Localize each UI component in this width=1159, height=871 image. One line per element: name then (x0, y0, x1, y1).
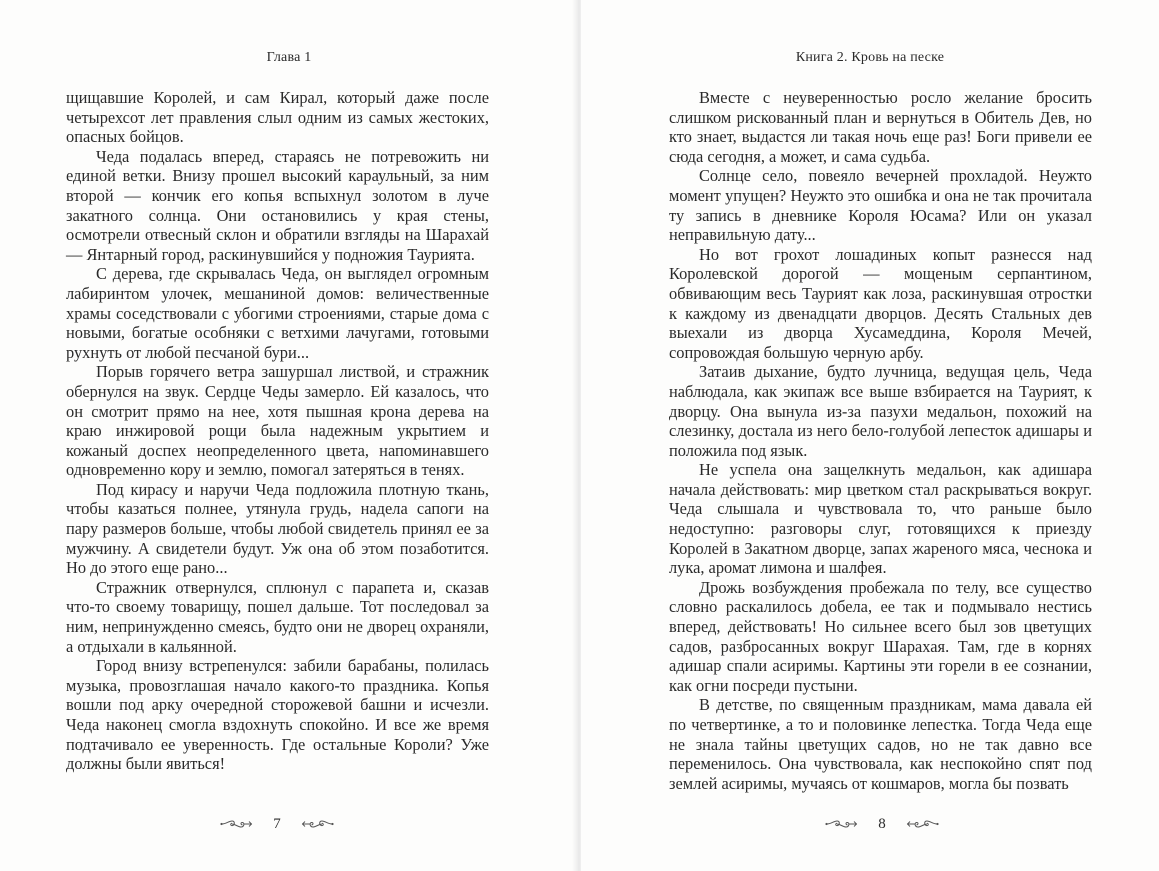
running-head-left: Глава 1 (266, 50, 312, 65)
paragraph: Стражник отвернулся, сплюнул с парапета и, сказав что-то своему товарищу, пошел дальше. Тот последовал за ним, непринужденно смеясь, будто они не дворец охраняли, а отдыхали в кальянной. (66, 577, 489, 656)
page-number-left: 7 (273, 815, 281, 832)
page-number-right: 8 (878, 815, 886, 832)
folio-right (593, 812, 1159, 836)
left-page (0, 0, 578, 871)
paragraph: С дерева, где скрывалась Чеда, он выглядел огромным лабиринтом улочек, мешаниной домов: величественные храмы соседствовали с убогими строениями, старые дома с новыми, богатые особняки с ветхими лачугами, готовыми рухнуть от любой песчаной бури... (66, 264, 489, 362)
flourish-right-icon (905, 817, 939, 831)
folio-left (0, 812, 566, 836)
paragraph: Под кирасу и наручи Чеда подложила плотную ткань, чтобы казаться полнее, утянула грудь, надела сапоги на пару размеров больше, чтобы любой свидетель принял ее за мужчину. А свидетели будут. Уж она об этом позаботится. Но до этого еще рано... (66, 479, 489, 578)
flourish-left-icon (220, 817, 254, 831)
body-text-left (66, 88, 489, 774)
paragraph: Город внизу встрепенулся: забили барабаны, полилась музыка, провозглашая начало какого-то праздника. Копья вошли под арку очередной сторожевой башни и исчезли. Чеда наконец смогла вздохнуть спокойно. И все же время подтачивало ее уверенность. Где остальные Короли? Уже должны были явиться! (66, 656, 489, 774)
body-text-right (669, 88, 1092, 793)
right-page (581, 0, 1159, 871)
paragraph: Порыв горячего ветра зашуршал листвой, и стражник обернулся на звук. Сердце Чеды замерло. Ей казалось, что он смотрит прямо на нее, хотя пышная крона дерева на краю инжировой рощи была надежным укрытием и кожаный доспех неопределенного цвета, напоминавшего одновременно кору и землю, помогал затеряться в тенях. (66, 362, 489, 480)
paragraph: Не успела она защелкнуть медальон, как адишара начала действовать: мир цветком стал раскрываться вокруг. Чеда слышала и чувствовала то, что раньше было недоступно: разговоры слуг, готовящихся к приезду Королей в Закатном дворце, запах жареного мяса, чеснока и лука, аромат лимона и шалфея. (669, 460, 1092, 578)
paragraph: Но вот грохот лошадиных копыт разнесся над Королевской дорогой — мощеным серпантином, обвивающим весь Таурият как лоза, раскинувшая отростки к каждому из двенадцати дворцов. Десять Стальных дев выехали из дворца Хусамеддина, Короля Мечей, сопровождая большую черную арбу. (669, 244, 1092, 362)
paragraph: Затаив дыхание, будто лучница, ведущая цель, Чеда наблюдала, как экипаж все выше взбирается на Таурият, к дворцу. Она вынула из-за пазухи медальон, похожий на слезинку, достала из него бело-голубой лепесток адишары и положила под язык. (669, 362, 1092, 460)
paragraph: щищавшие Королей, и сам Кирал, который даже после четырехсот лет правления слыл одним из самых жестоких, опасных бойцов. (66, 88, 489, 147)
paragraph: Чеда подалась вперед, стараясь не потревожить ни единой ветки. Внизу прошел высокий караульный, за ним второй — кончик его копья вспыхнул золотом в луче закатного солнца. Они остановились у края стены, осмотрели отвесный склон и обратили взгляды на Шарахай — Янтарный город, раскинувшийся у подножия Таурията. (66, 146, 489, 264)
paragraph: Дрожь возбуждения пробежала по телу, все существо словно раскалилось добела, ее так и подмывало нестись вперед, действовать! Но сильнее всего был зов цветущих садов, разбросанных вокруг Шарахая. Там, где в корнях адишар спали асиримы. Картины эти горели в ее сознании, как огни посреди пустыни. (669, 577, 1092, 695)
running-head-right: Книга 2. Кровь на песке (795, 50, 945, 65)
paragraph: Солнце село, повеяло вечерней прохладой. Неужто момент упущен? Неужто это ошибка и она не так прочитала ту запись в дневнике Короля Юсама? Или он указал неправильную дату... (669, 166, 1092, 245)
flourish-right-icon (300, 817, 334, 831)
paragraph: Вместе с неуверенностью росло желание бросить слишком рискованный план и вернуться в Обитель Дев, но кто знает, выдастся ли такая ночь еще раз! Боги привели ее сюда сегодня, а может, и сама судьба. (669, 88, 1092, 166)
paragraph: В детстве, по священным праздникам, мама давала ей по четвертинке, а то и половинке лепестка. Тогда Чеда еще не знала тайны цветущих садов, но не так давно все переменилось. Она чувствовала, как неспокойно спят под землей асиримы, мучаясь от кошмаров, могла бы позвать (669, 695, 1092, 793)
flourish-left-icon (825, 817, 859, 831)
